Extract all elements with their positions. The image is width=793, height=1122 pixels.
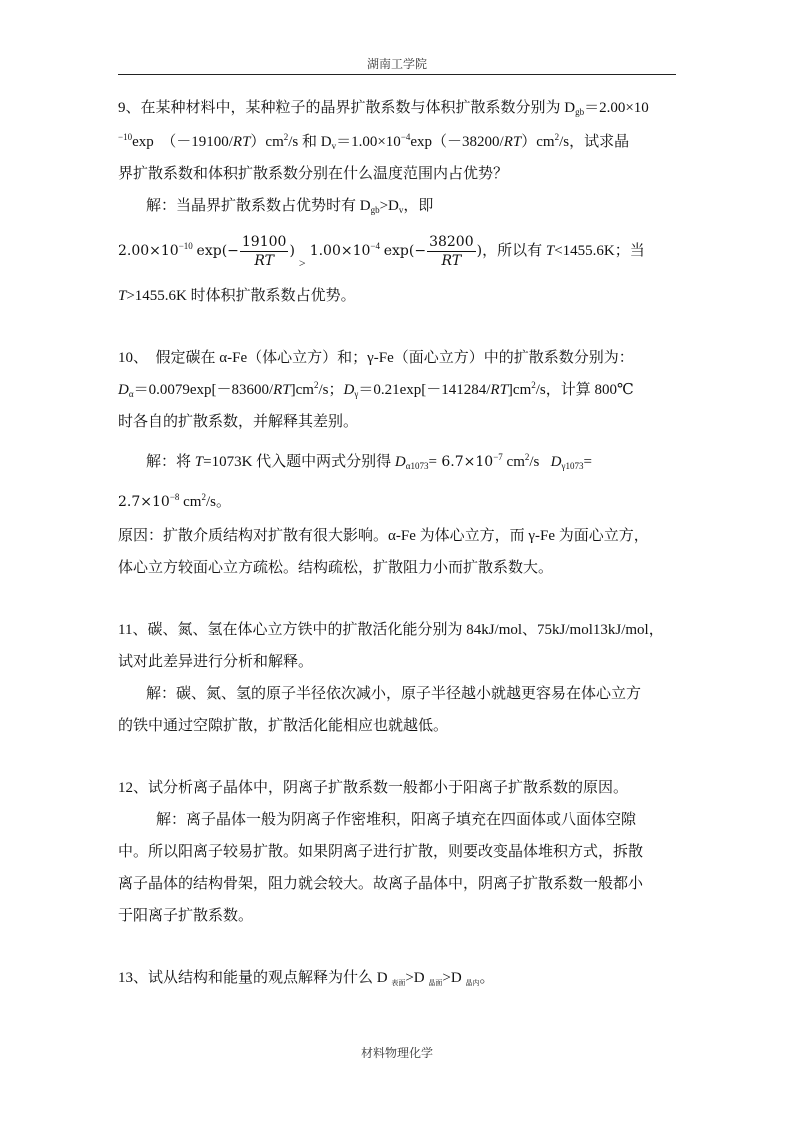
q13-line-1: 13、试从结构和能量的观点解释为什么 D $_{表面}$>D $_{晶面}$>D $_{晶内}$。 (118, 970, 495, 987)
q10-line-3: 时各自的扩散系数，并解释其差别。 (118, 414, 359, 430)
q11-line-2: 试对此差异进行分析和解释。 (118, 654, 314, 670)
q10-line-1: 10、 假定碳在 α-Fe（体心立方）和；γ-Fe（面心立方）中的扩散系数分别为： (118, 350, 634, 366)
q9-formula: $2.00\times 10^{-10}$ exp(− $\frac{19100}{RT}$ )$_>1.00\times 10^{-4}$ exp(− $\frac{38200}{RT}$ )，所以有 T<1455.6K；当 (118, 234, 645, 270)
q10-line-2: $D_\alpha=0.0079\exp[-83600/RT]cm^2/s$；$D_\gamma=0.21\exp[-141284/RT]cm^2/s$，计算 800℃ (118, 380, 634, 399)
q11-line-1: 11、碳、氮、氢在体心立方铁中的扩散活化能分别为 84kJ/mol、75kJ/mol13kJ/mol， (118, 622, 664, 638)
q9-line-1: 9、在某种材料中，某种粒子的晶界扩散系数与体积扩散系数分别为 $D_{gb}=2.00\times 10$ (118, 100, 649, 117)
header-divider (118, 74, 676, 75)
q9-answer-intro: 解：当晶界扩散系数占优势时有 $D_{gb}>D_v$，即 (146, 198, 434, 215)
q10-answer-value: $2.7\times 10^{-8}$ $cm^2/s$。 (118, 492, 231, 510)
q10-answer: 解：将 T=1073K 代入题中两式分别得 $D_{\alpha 1073}= 6.7\times 10^{-7}$ $cm^2/s$ $D_{\gamma 1073}=$ (146, 452, 592, 471)
q9-conclusion: T>1455.6K 时体积扩散系数占优势。 (118, 288, 356, 304)
q12-answer-3: 离子晶体的结构骨架，阻力就会较大。故离子晶体中，阴离子扩散系数一般都小 (118, 876, 644, 892)
q12-answer-4: 于阳离子扩散系数。 (118, 908, 254, 924)
q10-reason-2: 体心立方较面心立方疏松。结构疏松，扩散阻力小而扩散系数大。 (118, 560, 554, 576)
q12-line-1: 12、试分析离子晶体中，阴离子扩散系数一般都小于阳离子扩散系数的原因。 (118, 780, 629, 796)
q9-line-2: $^{-10}$exp $(-19100/RT)cm^2/s$ 和 $D_v=1.00\times 10^{-4}\exp(-38200/RT)cm^2/s$，试求晶 (118, 132, 630, 151)
q10-reason-1: 原因：扩散介质结构对扩散有很大影响。α-Fe 为体心立方，而 γ-Fe 为面心立方， (118, 528, 649, 544)
q11-answer-2: 的铁中通过空隙扩散，扩散活化能相应也就越低。 (118, 718, 449, 734)
q12-answer-1: 解：离子晶体一般为阴离子作密堆积，阳离子填充在四面体或八面体空隙 (156, 812, 637, 828)
page-footer: 材料物理化学 (360, 1046, 433, 1060)
q11-answer-1: 解：碳、氮、氢的原子半径依次减小，原子半径越小就越更容易在体心立方 (146, 686, 642, 702)
q9-line-3: 界扩散系数和体积扩散系数分别在什么温度范围内占优势？ (118, 166, 509, 182)
q12-answer-2: 中。所以阳离子较易扩散。如果阴离子进行扩散，则要改变晶体堆积方式，拆散 (118, 844, 644, 860)
page-header: 湖南工学院 (366, 57, 427, 71)
